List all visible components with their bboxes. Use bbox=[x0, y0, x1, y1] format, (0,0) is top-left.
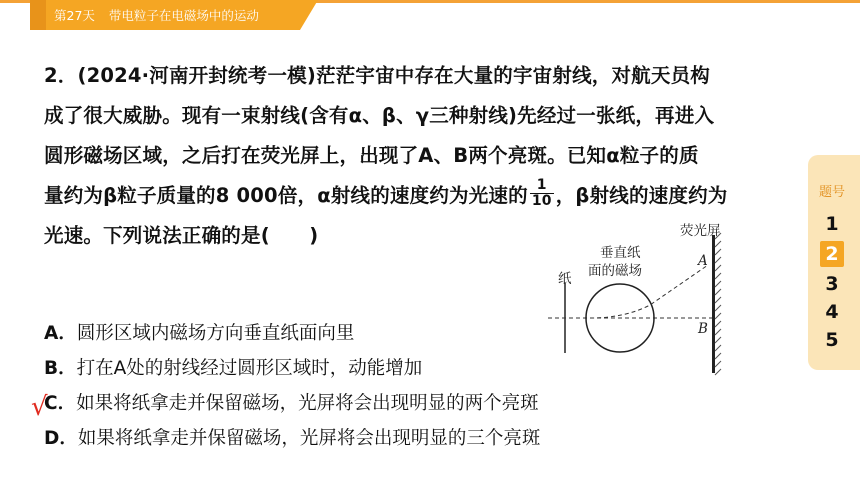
question-line: 成了很大威胁。现有一束射线(含有α、β、γ三种射线)先经过一张纸，再进入 bbox=[44, 104, 715, 127]
question-line-part: ，β射线的速度约为 bbox=[555, 184, 728, 207]
sidebar-item-2[interactable]: 2 bbox=[820, 241, 844, 267]
fraction-denominator: 10 bbox=[531, 193, 552, 209]
field-label-line2: 面的磁场 bbox=[588, 263, 642, 279]
option-c[interactable] bbox=[44, 386, 684, 421]
option-text: 打在A处的射线经过圆形区域时，动能增加 bbox=[76, 358, 423, 379]
header-day: 第27天 bbox=[54, 8, 95, 23]
question-line: 圆形磁场区域，之后打在荧光屏上，出现了A、B两个亮斑。已知α粒子的质 bbox=[44, 144, 699, 167]
sidebar-item-3[interactable]: 3 bbox=[825, 273, 839, 295]
question-number-sidebar bbox=[808, 155, 860, 370]
screen-label: 荧光屏 bbox=[680, 223, 721, 239]
screen-hatch bbox=[715, 233, 721, 375]
sidebar-item-1[interactable]: 1 bbox=[825, 213, 839, 235]
option-text: 如果将纸拿走并保留磁场，光屏将会出现明显的两个亮斑 bbox=[76, 393, 539, 414]
magnetic-field-diagram bbox=[540, 215, 780, 380]
option-label: D． bbox=[44, 428, 78, 449]
header-title bbox=[54, 6, 259, 24]
header-topic: 带电粒子在电磁场中的运动 bbox=[108, 8, 259, 23]
header-tab bbox=[0, 0, 320, 30]
paper-label: 纸 bbox=[558, 271, 572, 287]
question-line bbox=[44, 176, 804, 216]
option-label: A． bbox=[44, 323, 77, 344]
fraction-numerator: 1 bbox=[530, 178, 554, 194]
question-line: 光速。下列说法正确的是( ) bbox=[44, 224, 319, 247]
option-text: 如果将纸拿走并保留磁场，光屏将会出现明显的三个亮斑 bbox=[77, 428, 541, 449]
option-label: C． bbox=[44, 393, 77, 414]
option-label: B． bbox=[44, 358, 77, 379]
option-text: 圆形区域内磁场方向垂直纸面向里 bbox=[76, 323, 355, 344]
question-line-part: 量约为β粒子质量的8 000倍，α射线的速度约为光速的 bbox=[44, 184, 528, 207]
point-a-label: A bbox=[698, 253, 708, 269]
point-b-label: B bbox=[698, 321, 708, 337]
screen-line bbox=[712, 235, 715, 373]
field-label-line1: 垂直纸 bbox=[600, 245, 641, 261]
sidebar-title: 题号 bbox=[818, 185, 845, 200]
option-d[interactable] bbox=[44, 421, 684, 456]
fraction bbox=[530, 178, 554, 209]
sidebar-item-4[interactable]: 4 bbox=[825, 301, 839, 323]
question-line: 2．(2024·河南开封统考一模)茫茫宇宙中存在大量的宇宙射线，对航天员构 bbox=[44, 64, 710, 87]
sidebar-item-5[interactable]: 5 bbox=[825, 329, 839, 351]
diagram-drawing bbox=[540, 215, 780, 380]
correct-check-mark: √ bbox=[31, 392, 48, 422]
